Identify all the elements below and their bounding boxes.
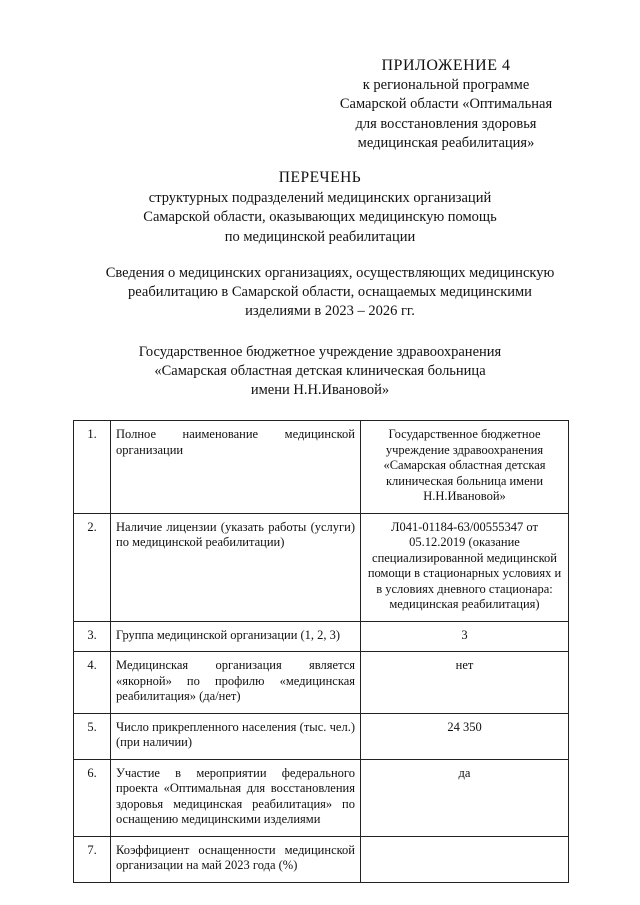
row-label: Полное наименование медицинской организации bbox=[111, 421, 361, 514]
list-title: ПЕРЕЧЕНЬ bbox=[278, 169, 362, 186]
row-number: 4. bbox=[74, 652, 111, 714]
row-number: 3. bbox=[74, 621, 111, 652]
row-label: Группа медицинской организации (1, 2, 3) bbox=[111, 621, 361, 652]
row-number: 7. bbox=[74, 836, 111, 882]
info-line: реабилитацию в Самарской области, оснащаемых медицинскими bbox=[128, 284, 532, 300]
appendix-line: Самарской области «Оптимальная bbox=[339, 96, 553, 112]
appendix-header bbox=[330, 56, 562, 154]
table-row bbox=[74, 421, 569, 514]
row-label: Число прикрепленного населения (тыс. чел.) (при наличии) bbox=[111, 713, 361, 759]
organization-line: «Самарская областная детская клиническая больница bbox=[154, 363, 486, 379]
table-row bbox=[74, 713, 569, 759]
appendix-title: ПРИЛОЖЕНИЕ 4 bbox=[381, 57, 511, 74]
info-heading bbox=[40, 264, 620, 321]
list-heading bbox=[40, 168, 600, 247]
row-value: Государственное бюджетное учреждение здравоохранения «Самарская областная детская клиническая больница имени Н.Н.Ивановой» bbox=[361, 421, 569, 514]
appendix-line: медицинская реабилитация» bbox=[357, 135, 535, 151]
row-label: Участие в мероприятии федерального проекта «Оптимальная для восстановления здоровья медицинская реабилитация» по оснащению медицинскими изделиями bbox=[111, 759, 361, 836]
table-row bbox=[74, 836, 569, 882]
row-number: 1. bbox=[74, 421, 111, 514]
row-number: 5. bbox=[74, 713, 111, 759]
appendix-line: для восстановления здоровья bbox=[355, 115, 537, 132]
row-value: Л041-01184-63/00555347 от 05.12.2019 (оказание специализированной медицинской помощи в стационарных условиях и в условиях дневного стационара: медицинская реабилитация) bbox=[361, 513, 569, 621]
organization-line: Государственное бюджетное учреждение здравоохранения bbox=[138, 344, 502, 360]
row-value: 24 350 bbox=[361, 713, 569, 759]
organization-heading bbox=[40, 343, 600, 400]
info-line: Сведения о медицинских организациях, осуществляющих медицинскую bbox=[105, 265, 555, 281]
row-value: да bbox=[361, 759, 569, 836]
row-label: Наличие лицензии (указать работы (услуги) по медицинской реабилитации) bbox=[111, 513, 361, 621]
row-value bbox=[361, 836, 569, 882]
info-line: изделиями в 2023 – 2026 гг. bbox=[245, 303, 415, 319]
row-label: Коэффициент оснащенности медицинской организации на май 2023 года (%) bbox=[111, 836, 361, 882]
organization-info-table bbox=[73, 420, 569, 883]
row-number: 2. bbox=[74, 513, 111, 621]
table-row bbox=[74, 621, 569, 652]
table-row bbox=[74, 513, 569, 621]
row-value: 3 bbox=[361, 621, 569, 652]
row-number: 6. bbox=[74, 759, 111, 836]
row-label: Медицинская организация является «якорной» по профилю «медицинская реабилитация» (да/нет) bbox=[111, 652, 361, 714]
table-row bbox=[74, 652, 569, 714]
row-value: нет bbox=[361, 652, 569, 714]
appendix-line: к региональной программе bbox=[362, 76, 530, 93]
list-subtitle-line: по медицинской реабилитации bbox=[224, 228, 416, 245]
organization-line: имени Н.Н.Ивановой» bbox=[250, 382, 390, 398]
list-subtitle-line: структурных подразделений медицинских организаций bbox=[148, 189, 492, 206]
list-subtitle-line: Самарской области, оказывающих медицинскую помощь bbox=[143, 209, 497, 225]
table-row bbox=[74, 759, 569, 836]
